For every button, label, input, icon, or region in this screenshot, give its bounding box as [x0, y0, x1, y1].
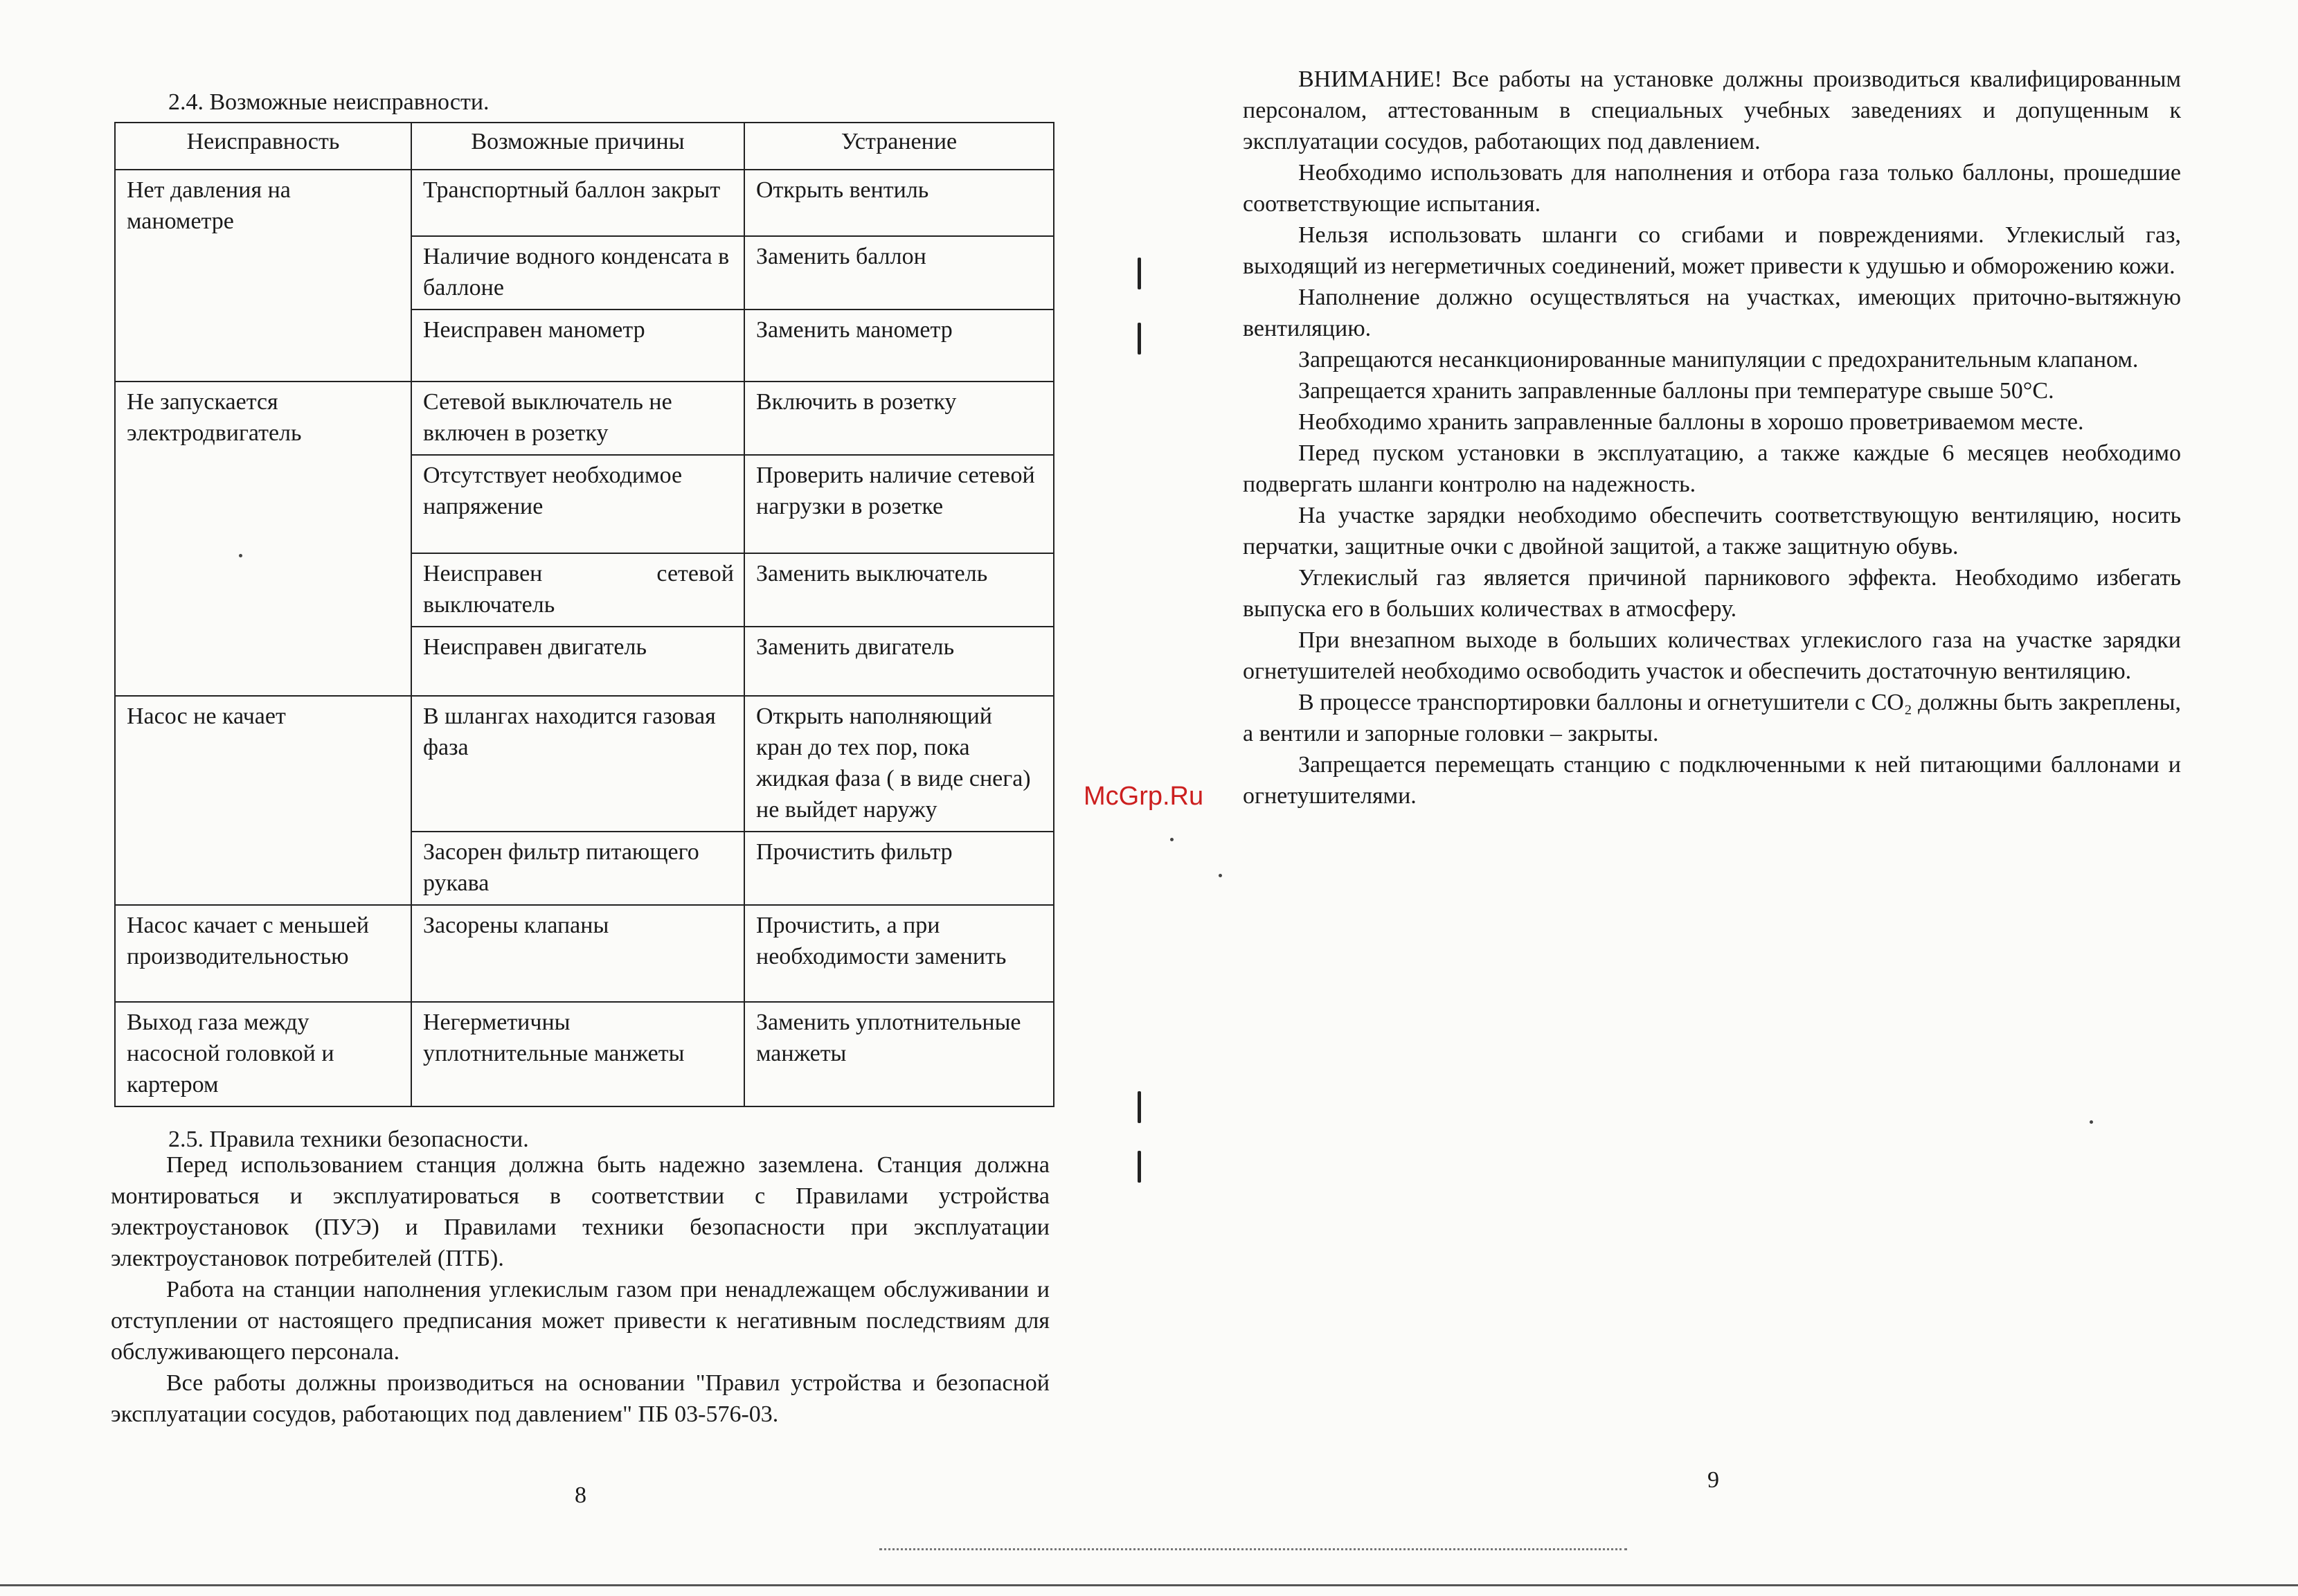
fix-cell: Проверить наличие сетевой нагрузки в розетке	[744, 455, 1054, 553]
paragraph: Запрещаются несанкционированные манипуляции с предохранительным клапаном.	[1298, 347, 2139, 373]
paragraph: Все работы должны производиться на основании "Правил устройства и безопасной эксплуатации сосудов, работающих под давлением" ПБ 03-576-03.	[111, 1370, 1050, 1427]
watermark: McGrp.Ru	[1084, 782, 1204, 811]
scan-edge	[879, 1548, 1627, 1550]
section-title-safety: 2.5. Правила техники безопасности.	[168, 1127, 529, 1152]
cause-cell: В шлангах находится газовая фаза	[411, 696, 744, 832]
paragraph: Перед пуском установки в эксплуатацию, а также каждые 6 месяцев необходимо подвергать шланги контролю на надежность.	[1243, 440, 2181, 497]
paragraph: Перед использованием станция должна быть надежно заземлена. Станция должна монтироваться и эксплуатироваться в соответствии с Правилами устройства электроустановок (ПУЭ) и Правилами техники безопасности при эксплуатации электроустановок потребителей (ПТБ).	[111, 1152, 1050, 1271]
page-number: 8	[575, 1482, 586, 1508]
paragraph: Нельзя использовать шланги со сгибами и повреждениями. Углекислый газ, выходящий из негерметичных соединений, может привести к удушью и обморожению кожи.	[1243, 222, 2181, 279]
safety-notice-text	[1243, 64, 2181, 812]
scan-speck	[1219, 874, 1222, 877]
fix-cell: Прочистить, а при необходимости заменить	[744, 905, 1054, 1002]
scan-speck	[2090, 1120, 2093, 1124]
header-fault: Неисправность	[115, 123, 411, 170]
scan-speck	[1170, 838, 1174, 841]
cause-cell: Засорен фильтр питающего рукава	[411, 832, 744, 905]
fix-cell: Включить в розетку	[744, 382, 1054, 455]
paragraph: Запрещается хранить заправленные баллоны при температуре свыше 50°С.	[1298, 378, 2054, 404]
table-header-row	[115, 123, 1054, 170]
header-cause: Возможные причины	[411, 123, 744, 170]
fix-cell: Заменить двигатель	[744, 627, 1054, 696]
table-row	[115, 905, 1054, 1002]
faults-table	[114, 122, 1054, 1107]
paragraph: Наполнение должно осуществляться на участках, имеющих приточно-вытяжную вентиляцию.	[1243, 285, 2181, 341]
table-row	[115, 170, 1054, 236]
paragraph: Работа на станции наполнения углекислым газом при ненадлежащем обслуживании и отступлении от настоящего предписания может привести к негативным последствиям для обслуживающего персонала.	[111, 1277, 1050, 1365]
paragraph: Необходимо хранить заправленные баллоны в хорошо проветриваемом месте.	[1298, 409, 2084, 435]
right-page	[1135, 0, 2298, 1596]
cause-cell: Неисправен манометр	[411, 310, 744, 382]
table-row	[115, 382, 1054, 455]
safety-text	[111, 1149, 1050, 1430]
cause-cell: Транспортный баллон закрыт	[411, 170, 744, 236]
binder-mark	[1138, 1091, 1141, 1123]
fix-cell: Открыть вентиль	[744, 170, 1054, 236]
cause-cell: Неисправен сетевой выключатель	[411, 553, 744, 627]
scan-speck	[239, 554, 242, 557]
paragraph: При внезапном выходе в больших количествах углекислого газа на участке зарядки огнетушителей необходимо освободить участок и обеспечить достаточную вентиляцию.	[1243, 627, 2181, 684]
cause-cell: Отсутствует необходимое напряжение	[411, 455, 744, 553]
header-fix: Устранение	[744, 123, 1054, 170]
fault-cell: Нет давления на манометре	[115, 170, 411, 382]
fault-cell: Насос качает с меньшей производительностью	[115, 905, 411, 1002]
scan-edge	[0, 1584, 2298, 1586]
cause-cell: Негерметичны уплотнительные манжеты	[411, 1002, 744, 1106]
table-row	[115, 696, 1054, 832]
paragraph: Углекислый газ является причиной парникового эффекта. Необходимо избегать выпуска его в больших количествах в атмосферу.	[1243, 565, 2181, 622]
cause-cell: Наличие водного конденсата в баллоне	[411, 236, 744, 310]
binder-mark	[1138, 1151, 1141, 1183]
fault-cell: Насос не качает	[115, 696, 411, 905]
paragraph: Запрещается перемещать станцию с подключенными к ней питающими баллонами и огнетушителями.	[1243, 752, 2181, 809]
fix-cell: Заменить уплотнительные манжеты	[744, 1002, 1054, 1106]
paragraph: ВНИМАНИЕ! Все работы на установке должны производиться квалифицированным персоналом, аттестованным в специальных учебных заведениях и допущенным к эксплуатации сосудов, работающих под давлением.	[1243, 66, 2181, 154]
binder-mark	[1138, 323, 1141, 355]
paragraph: В процессе транспортировки баллоны и огнетушители с СО₂ должны быть закреплены, а вентили и запорные головки – закрыты.	[1243, 690, 2181, 746]
left-page	[0, 0, 1135, 1596]
fault-cell: Не запускается электродвигатель	[115, 382, 411, 696]
section-title-faults: 2.4. Возможные неисправности.	[168, 89, 490, 115]
cause-cell: Неисправен двигатель	[411, 627, 744, 696]
fix-cell: Прочистить фильтр	[744, 832, 1054, 905]
paragraph: Необходимо использовать для наполнения и отбора газа только баллоны, прошедшие соответствующие испытания.	[1243, 160, 2181, 217]
fix-cell: Заменить манометр	[744, 310, 1054, 382]
table-row	[115, 1002, 1054, 1106]
fault-cell: Выход газа между насосной головкой и картером	[115, 1002, 411, 1106]
fix-cell: Заменить баллон	[744, 236, 1054, 310]
binder-mark	[1138, 258, 1141, 289]
cause-cell: Сетевой выключатель не включен в розетку	[411, 382, 744, 455]
fix-cell: Заменить выключатель	[744, 553, 1054, 627]
cause-cell: Засорены клапаны	[411, 905, 744, 1002]
paragraph: На участке зарядки необходимо обеспечить соответствующую вентиляцию, носить перчатки, защитные очки с двойной защитой, а также защитную обувь.	[1243, 503, 2181, 559]
page-number: 9	[1707, 1467, 1719, 1493]
fix-cell: Открыть наполняющий кран до тех пор, пока жидкая фаза ( в виде снега) не выйдет наружу	[744, 696, 1054, 832]
